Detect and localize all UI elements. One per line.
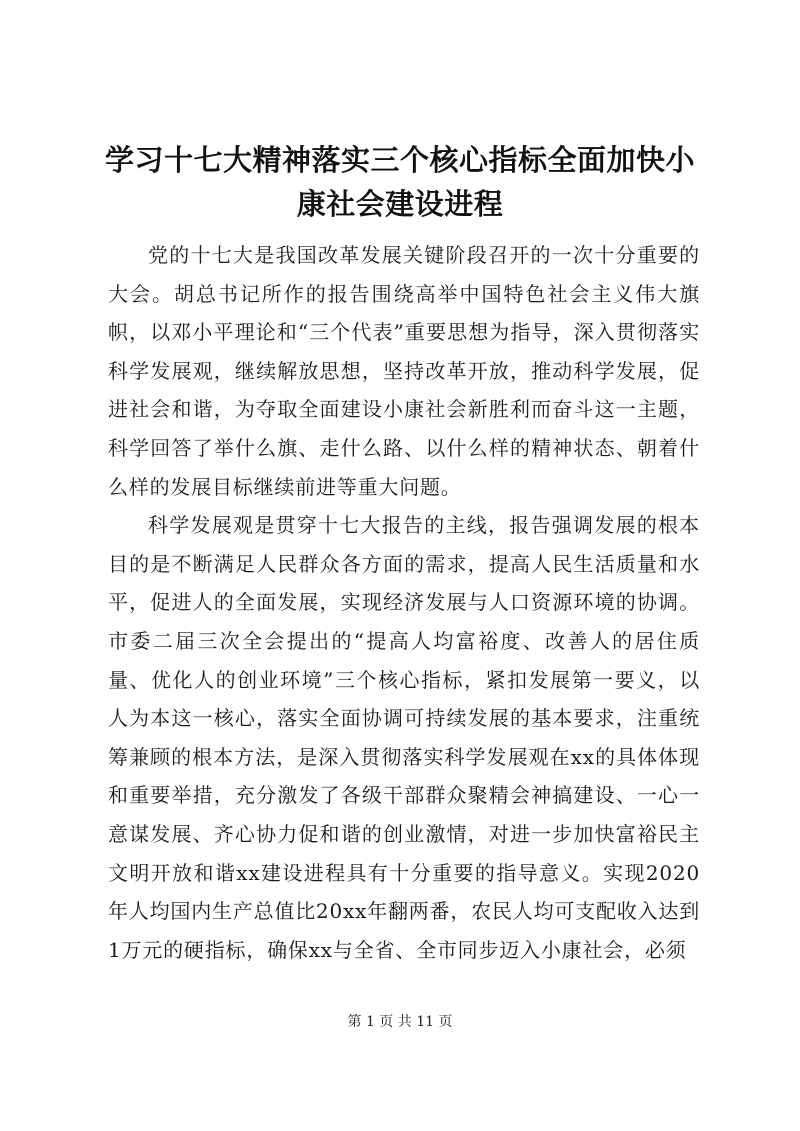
paragraph-2: 科学发展观是贯穿十七大报告的主线，报告强调发展的根本目的是不断满足人民群众各方面的需求，提高人民生活质量和水平，促进人的全面发展，实现经济发展与人口资源环境的协调。市委二届三次全会提出的“提高人均富裕度、改善人的居住质量、优化人的创业环境”三个核心指标，紧扣发展第一要义，以人为本这一核心，落实全面协调可持续发展的基本要求，注重统筹兼顾的根本方法，是深入贯彻落实科学发展观在xx的具体体现和重要举措，充分激发了各级干部群众聚精会神搞建设、一心一意谋发展、齐心协力促和谐的创业激情，对进一步加快富裕民主文明开放和谐xx建设进程具有十分重要的指导意义。实现2020年人均国内生产总值比20xx年翻两番，农民人均可支配收入达到1万元的硬指标，确保xx与全省、全市同步迈入小康社会，必须	[108, 513, 701, 962]
document-body	[108, 236, 700, 969]
paragraph-1: 党的十七大是我国改革发展关键阶段召开的一次十分重要的大会。胡总书记所作的报告围绕高举中国特色社会主义伟大旗帜，以邓小平理论和“三个代表”重要思想为指导，深入贯彻落实科学发展观，继续解放思想，坚持改革开放，推动科学发展，促进社会和谐，为夺取全面建设小康社会新胜利而奋斗这一主题，科学回答了举什么旗、走什么路、以什么样的精神状态、朝着什么样的发展目标继续前进等重大问题。	[108, 243, 700, 499]
page-footer: 第 1 页 共 11 页	[347, 1014, 453, 1030]
document-title: 学习十七大精神落实三个核心指标全面加快小康社会建设进程	[104, 143, 695, 221]
